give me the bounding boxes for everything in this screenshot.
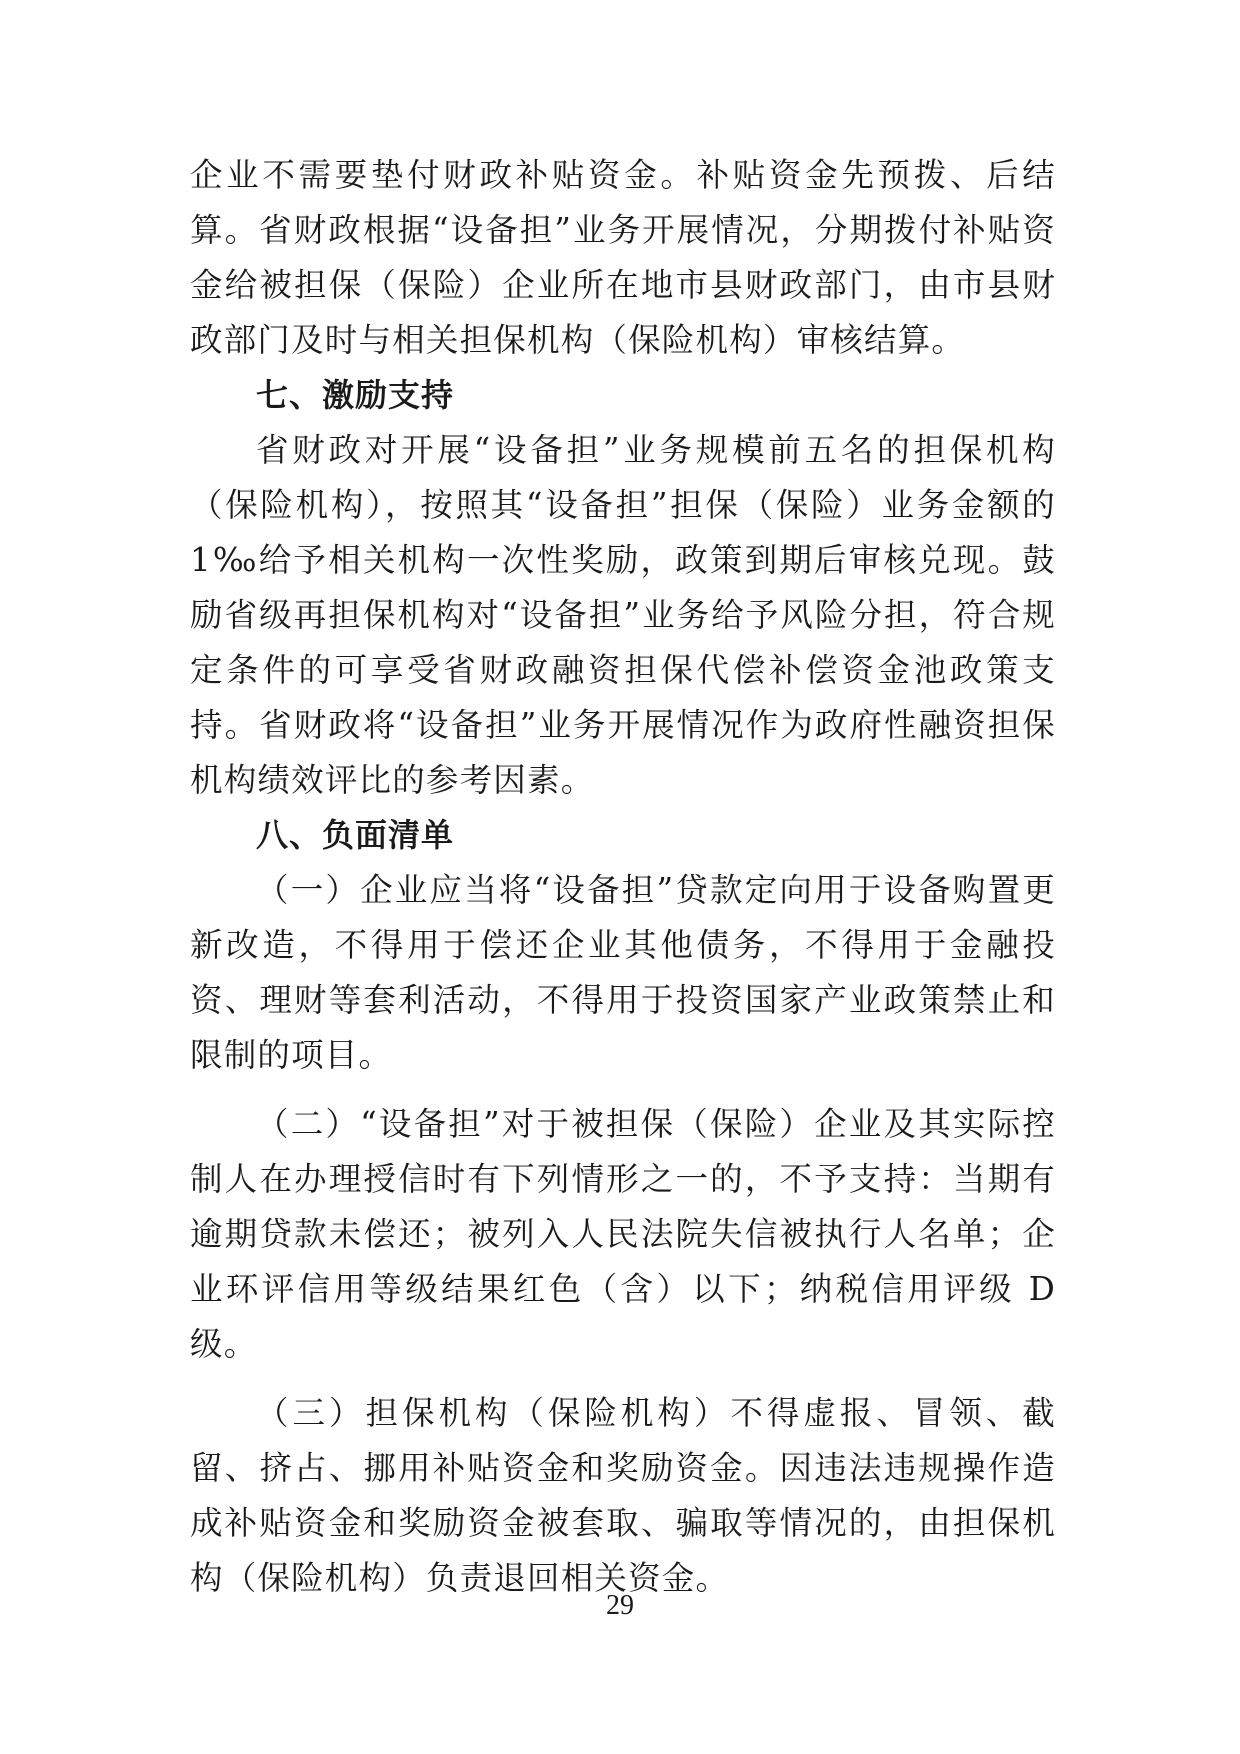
intro-paragraph: 企业不需要垫付财政补贴资金。补贴资金先预拨、后结算。省财政根据“设备担”业务开展情况，分期拨付补贴资金给被担保（保险）企业所在地市县财政部门，由市县财政部门及时与相关担保机构（保险机构）审核结算。	[190, 156, 1056, 359]
negative-list-item-1: （一）企业应当将“设备担”贷款定向用于设备购置更新改造，不得用于偿还企业其他债务，不得用于金融投资、理财等套利活动，不得用于投资国家产业政策禁止和限制的项目。	[190, 871, 1056, 1074]
paragraph-gap	[190, 1372, 1056, 1386]
document-body	[190, 148, 1056, 1606]
section-7-paragraph: 省财政对开展“设备担”业务规模前五名的担保机构（保险机构），按照其“设备担”担保（保险）业务金额的 1‰给予相关机构一次性奖励，政策到期后审核兑现。鼓励省级再担保机构对“设备担”业务给予风险分担，符合规定条件的可享受省财政融资担保代偿补偿资金池政策支持。省财政将“设备担”业务开展情况作为政府性融资担保机构绩效评比的参考因素。	[190, 431, 1056, 799]
page-number: 29	[606, 1590, 634, 1621]
negative-list-item-2: （二）“设备担”对于被担保（保险）企业及其实际控制人在办理授信时有下列情形之一的，不予支持：当期有逾期贷款未偿还；被列入人民法院失信被执行人名单；企业环评信用等级结果红色（含）以下；纳税信用评级 D 级。	[190, 1105, 1056, 1363]
section-heading-7: 七、激励支持	[256, 376, 455, 414]
negative-list-item-3: （三）担保机构（保险机构）不得虚报、冒领、截留、挤占、挪用补贴资金和奖励资金。因违法违规操作造成补贴资金和奖励资金被套取、骗取等情况的，由担保机构（保险机构）负责退回相关资金。	[190, 1394, 1056, 1597]
section-heading-8: 八、负面清单	[256, 816, 455, 854]
paragraph-gap	[190, 1083, 1056, 1097]
